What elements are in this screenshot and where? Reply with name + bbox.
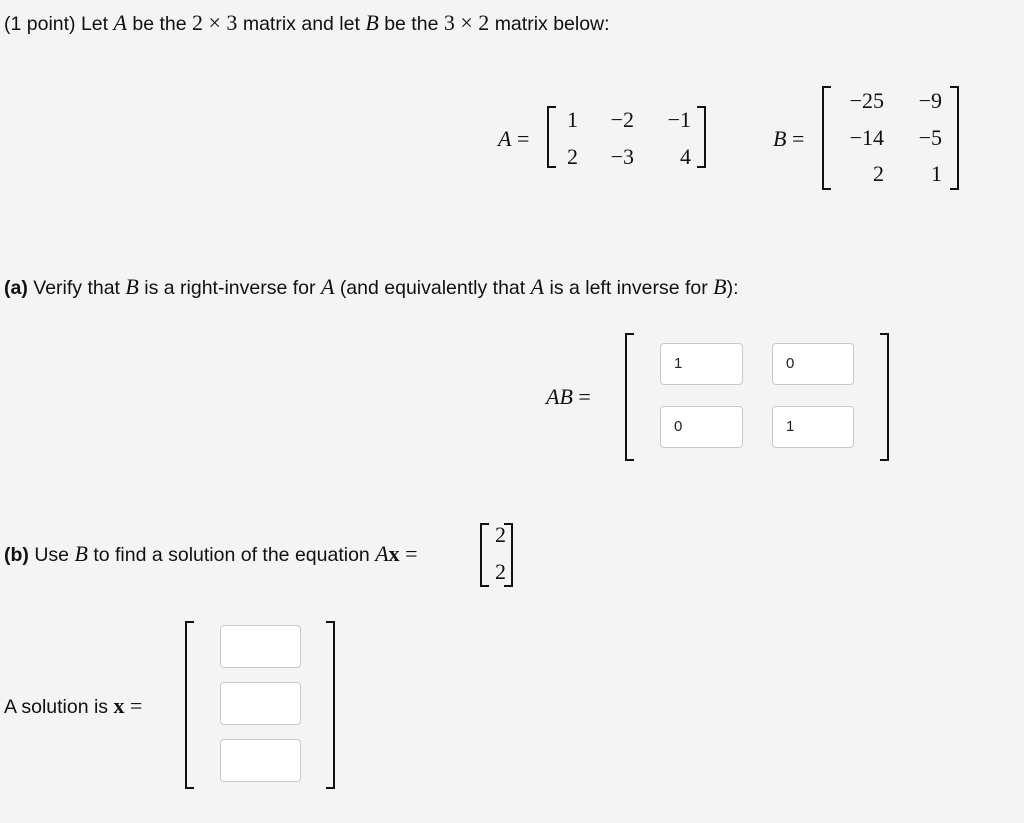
matrix-a-cell: −3 xyxy=(610,144,634,169)
points-label: (1 point) Let xyxy=(4,13,109,35)
matrix-b-right-bracket xyxy=(950,86,959,190)
matrix-a-cell: 4 xyxy=(680,144,691,169)
rhs-cell: 2 xyxy=(495,559,506,584)
var-a: A xyxy=(530,274,545,299)
dim-3x2: 3 × 2 xyxy=(443,10,490,35)
matrix-b-cell: −25 xyxy=(849,88,884,113)
solution-label xyxy=(4,693,142,719)
part-a-text: Verify that xyxy=(33,277,120,299)
var-a: A xyxy=(113,10,127,35)
matrix-b-left-bracket xyxy=(822,86,831,190)
equals-sign: = xyxy=(129,693,143,718)
ab-answer-input[interactable]: 0 xyxy=(772,343,854,385)
part-a-text: is a right-inverse for xyxy=(144,277,316,299)
solution-answer-input[interactable] xyxy=(220,739,301,782)
matrix-b-label: B = xyxy=(773,126,805,151)
equals-sign: = xyxy=(405,541,418,566)
var-x-bold: x xyxy=(388,541,400,566)
part-b-prompt xyxy=(4,541,418,567)
var-a: A xyxy=(320,274,335,299)
intro-text-1: be the xyxy=(132,13,187,35)
var-b: B xyxy=(74,541,88,566)
matrix-a-cell: −1 xyxy=(667,107,691,132)
ab-answer-input[interactable]: 1 xyxy=(660,343,743,385)
ab-answer-input[interactable]: 0 xyxy=(660,406,743,448)
ab-label: AB = xyxy=(546,384,591,409)
matrix-a-cell: 1 xyxy=(567,107,578,132)
rhs-cell: 2 xyxy=(495,522,506,547)
problem-intro xyxy=(4,10,610,36)
var-b: B xyxy=(713,274,727,299)
solution-left-bracket xyxy=(185,621,194,789)
part-a-text: ): xyxy=(726,277,739,299)
var-x-bold: x xyxy=(113,693,125,718)
solution-answer-input[interactable] xyxy=(220,682,301,725)
var-b: B xyxy=(365,10,379,35)
matrix-b-cell: 1 xyxy=(931,161,942,186)
ab-right-bracket xyxy=(880,333,889,461)
solution-text: A solution is xyxy=(4,696,109,718)
ab-answer-input[interactable]: 1 xyxy=(772,406,854,448)
matrix-a-label: A = xyxy=(498,126,530,151)
intro-text-4: matrix below: xyxy=(494,13,610,35)
part-b-text: Use xyxy=(34,544,70,566)
matrix-b-cell: −9 xyxy=(918,88,942,113)
ab-left-bracket xyxy=(625,333,634,461)
part-a-text: (and equivalently that xyxy=(339,277,526,299)
matrix-b-cell: −5 xyxy=(918,125,942,150)
solution-right-bracket xyxy=(326,621,335,789)
dim-2x3: 2 × 3 xyxy=(192,10,238,35)
solution-answer-input[interactable] xyxy=(220,625,301,668)
part-a-tag: (a) xyxy=(4,277,28,299)
part-a-prompt xyxy=(4,274,739,300)
matrix-a-cell: 2 xyxy=(567,144,578,169)
intro-text-3: be the xyxy=(384,13,439,35)
part-b-text: to find a solution of the equation xyxy=(93,544,370,566)
var-b: B xyxy=(125,274,139,299)
matrix-a-cell: −2 xyxy=(610,107,634,132)
part-a-text: is a left inverse for xyxy=(549,277,708,299)
matrix-b-cell: −14 xyxy=(849,125,884,150)
part-b-tag: (b) xyxy=(4,544,29,566)
matrix-b-cell: 2 xyxy=(873,161,884,186)
var-a: A xyxy=(375,541,389,566)
intro-text-2: matrix and let xyxy=(242,13,360,35)
matrix-a-right-bracket xyxy=(697,106,706,168)
